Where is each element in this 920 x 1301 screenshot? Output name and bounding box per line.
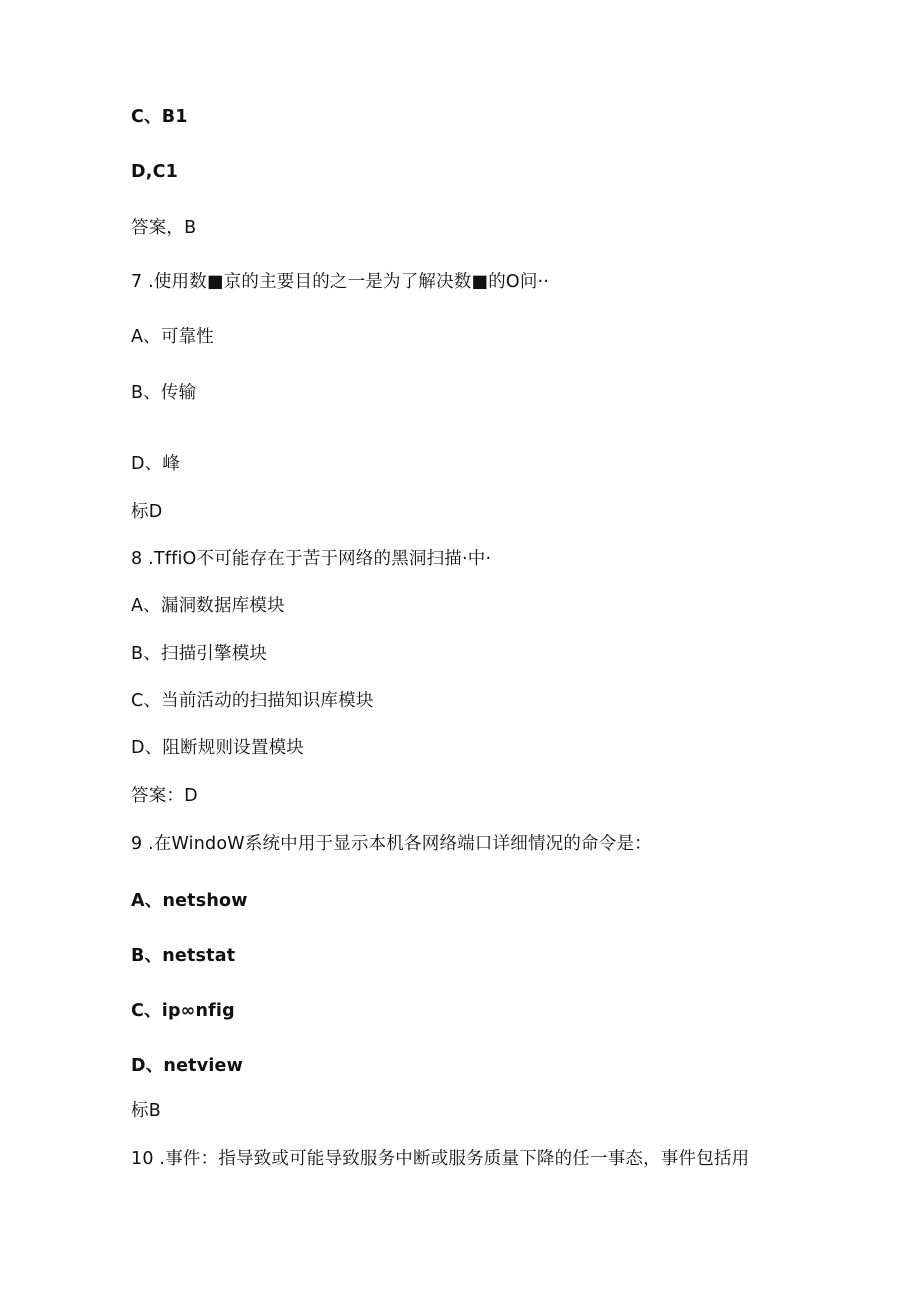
- q7-option-d: D、峰: [131, 454, 181, 474]
- q8-option-d: D、阻断规则设置模块: [131, 738, 304, 758]
- q6-option-d: D,C1: [131, 162, 178, 182]
- q8-option-c: C、当前活动的扫描知识库模块: [131, 691, 374, 711]
- q6-option-c: C、B1: [131, 107, 188, 127]
- q7-option-b: B、传输: [131, 383, 197, 403]
- q7-answer: 标D: [131, 502, 163, 522]
- q8-option-b: B、扫描引擎模块: [131, 644, 268, 664]
- q9-answer: 标B: [131, 1101, 161, 1121]
- q8-option-a: A、漏洞数据库模块: [131, 596, 285, 616]
- q9-option-c: C、ip∞nfig: [131, 1001, 235, 1021]
- q9-option-d: D、netview: [131, 1056, 243, 1076]
- q6-answer: 答案，B: [131, 218, 197, 238]
- q8-question: 8 .TffiO不可能存在于苦于网络的黑洞扫描·中·: [131, 549, 492, 569]
- q10-question: 10 .事件：指导致或可能导致服务中断或服务质量下降的任一事态，事件包括用: [131, 1149, 750, 1169]
- q7-question: 7 .使用数■京的主要目的之一是为了解决数■的O问··: [131, 272, 550, 292]
- q9-option-a: A、netshow: [131, 891, 248, 911]
- q7-option-a: A、可靠性: [131, 327, 214, 347]
- q9-question: 9 .在WindoW系统中用于显示本机各网络端口详细情况的命令是：: [131, 834, 652, 854]
- q9-option-b: B、netstat: [131, 946, 236, 966]
- q8-answer: 答案：D: [131, 786, 198, 806]
